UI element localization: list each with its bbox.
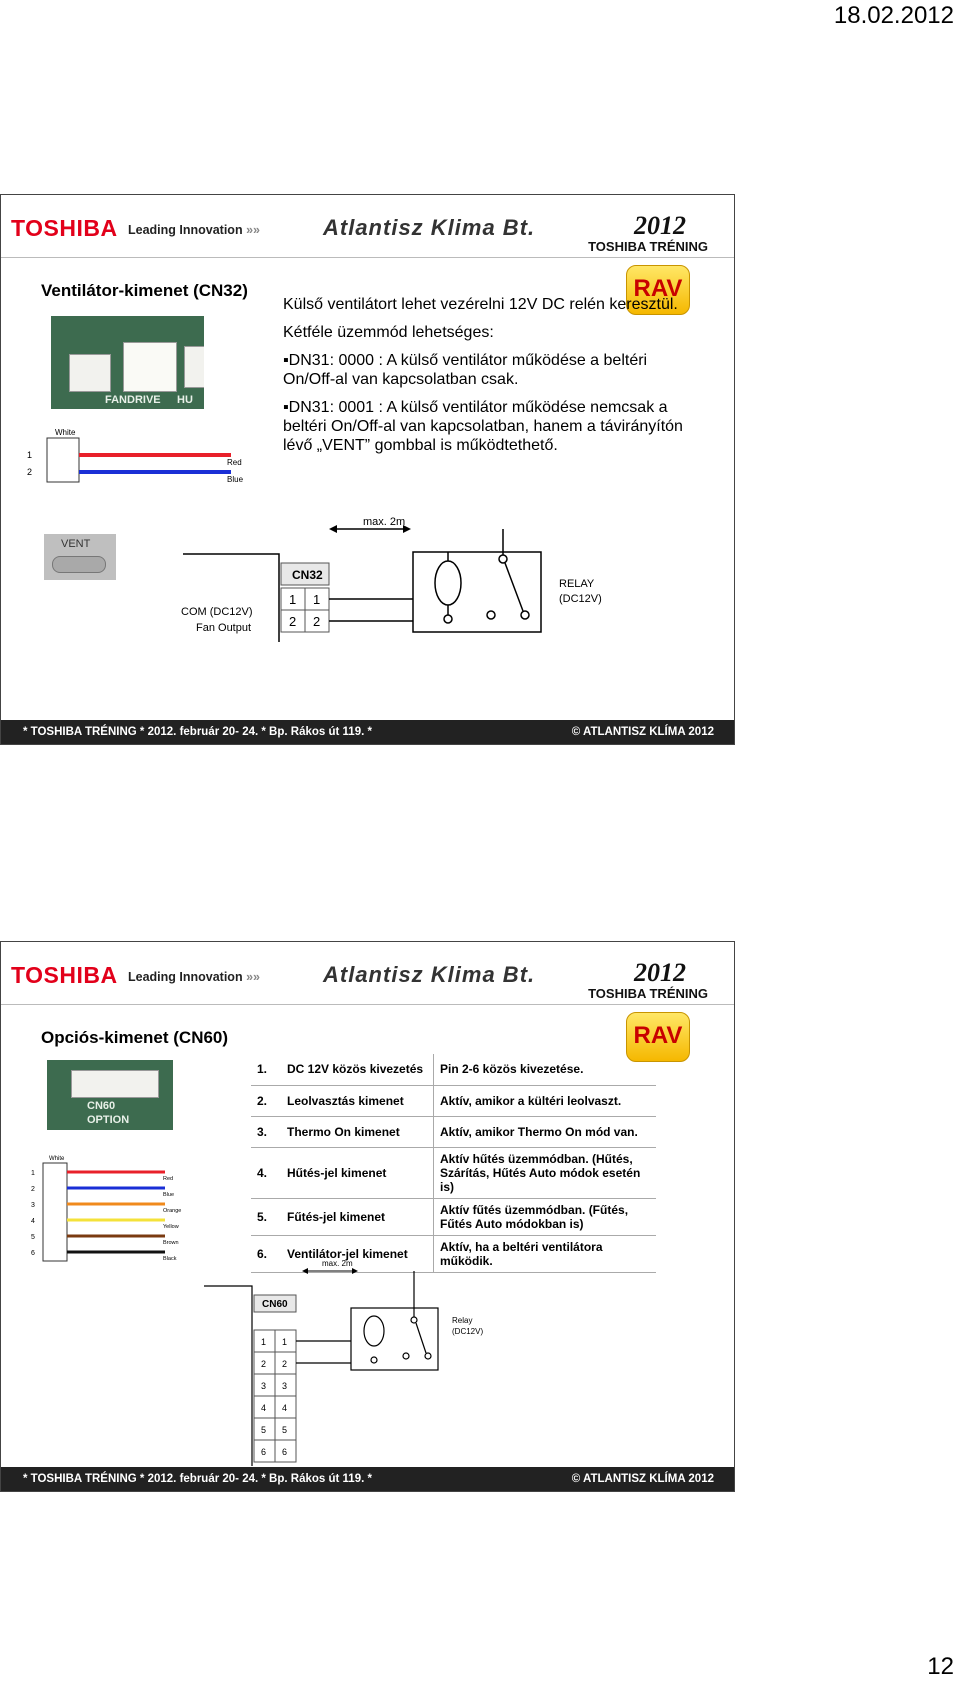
table-cell-name: Leolvasztás kimenet (281, 1085, 434, 1116)
wire-group (79, 455, 244, 484)
page-date: 18.02.2012 (833, 2, 954, 29)
pcb-photo (51, 316, 204, 409)
table-cell-num: 3. (251, 1116, 281, 1147)
connector-name: CN32 (292, 568, 323, 582)
page-number: 12 (927, 1653, 954, 1680)
com-label: COM (DC12V) (181, 606, 253, 618)
pin-cell-group (254, 1330, 296, 1462)
slide-option-output (0, 941, 735, 1492)
table-cell-name: Fűtés-jel kimenet (281, 1198, 434, 1235)
wire-color-label: Yellow (163, 1224, 179, 1230)
body-paragraph: ▪DN31: 0001 : A külső ventilátor működése nemcsak a beltéri On/Off-al van kapcsolatban, hanem a távirányítón lévő „VENT” gombbal is működtethető. (283, 399, 683, 454)
relay-coil-icon (364, 1316, 384, 1346)
vent-button-photo (44, 534, 116, 580)
body-paragraph: Kétféle üzemmód lehetséges: (283, 324, 494, 341)
pin-number: 2 (31, 1186, 35, 1193)
chevrons-icon: »» (246, 970, 260, 984)
footer-right: © ATLANTISZ KLÍMA 2012 (571, 1473, 714, 1485)
table-cell-desc: Aktív, amikor Thermo On mód van. (434, 1116, 657, 1147)
body-paragraph: ▪DN31: 0000 : A külső ventilátor működése a beltéri On/Off-al van kapcsolatban csak. (283, 352, 648, 388)
pin-number: 1 (261, 1337, 267, 1347)
pin-number-group (31, 1170, 35, 1257)
pin-number: 1 (313, 592, 321, 607)
chevrons-icon: »» (246, 223, 260, 237)
footer-right: © ATLANTISZ KLÍMA 2012 (571, 726, 714, 738)
relay-label: Relay (452, 1316, 473, 1325)
header-training: TOSHIBA TRÉNING (588, 986, 708, 1001)
wire-color-label: Blue (227, 475, 244, 484)
table-cell-num: 5. (251, 1198, 281, 1235)
footer-left: * TOSHIBA TRÉNING * 2012. február 20- 24. * Bp. Rákos út 119. * (23, 726, 372, 738)
switch-terminal-icon (425, 1353, 431, 1359)
pin-number: 4 (31, 1218, 35, 1225)
pin-number: 2 (313, 614, 321, 629)
header-divider (1, 257, 734, 258)
switch-terminal-icon (411, 1317, 417, 1323)
relay-coil-icon (435, 561, 461, 605)
relay-label: RELAY (559, 578, 595, 590)
table-cell-desc: Aktív fűtés üzemmódban. (Fűtés, Fűtés Auto módokban is) (434, 1198, 657, 1235)
option-output-table (251, 1054, 656, 1273)
cn32-relay-diagram (161, 517, 661, 677)
toshiba-logo: TOSHIBA (11, 215, 118, 241)
pin-number: 2 (289, 614, 297, 629)
table-cell-name: Thermo On kimenet (281, 1116, 434, 1147)
switch-terminal-icon (487, 611, 495, 619)
wiring-illustration (21, 423, 261, 485)
wire-color-label: Black (163, 1256, 177, 1262)
slide-title: Opciós-kimenet (CN60) (41, 1028, 229, 1047)
rav-badge: RAV (626, 1012, 690, 1062)
pcb-label: OPTION (87, 1114, 130, 1126)
pin-number: 5 (261, 1425, 267, 1435)
table-row (251, 1116, 656, 1147)
max-length-label: max. 2m (322, 1259, 353, 1268)
header-divider (1, 1004, 734, 1005)
pcb-photo (47, 1060, 173, 1130)
rav-badge: RAV (626, 265, 690, 315)
terminal-icon (371, 1357, 377, 1363)
arrow-head-left (302, 1268, 308, 1274)
wire-color-label: Blue (163, 1192, 175, 1198)
slide-header (1, 942, 734, 1006)
table-cell-desc: Aktív, amikor a kültéri leolvaszt. (434, 1085, 657, 1116)
atlantisz-logo: Atlantisz Klima Bt. (323, 962, 536, 987)
pin-number: 3 (261, 1381, 267, 1391)
com-wire (204, 1286, 252, 1466)
header-year: 2012 (634, 211, 686, 240)
pin-number: 4 (261, 1403, 267, 1413)
header-training: TOSHIBA TRÉNING (588, 239, 708, 254)
pin-number: 2 (27, 467, 33, 477)
pcb-connector (123, 342, 177, 392)
relay-sub-label: (DC12V) (559, 593, 602, 605)
arrow-head-left (329, 525, 337, 533)
table-row (251, 1054, 656, 1085)
slide-body-text (283, 295, 683, 464)
pin-number: 6 (261, 1447, 267, 1457)
wire-color-label: Brown (163, 1240, 179, 1246)
connector-housing (47, 438, 79, 482)
pcb-connector (184, 346, 204, 388)
connector-color-label: White (55, 428, 76, 437)
pin-number: 1 (31, 1170, 35, 1177)
pin-number: 2 (282, 1359, 288, 1369)
wire-color-label: Orange (163, 1208, 182, 1214)
pcb-label: FANDRIVE (105, 394, 161, 406)
pin-number: 5 (31, 1234, 35, 1241)
pin-number: 2 (261, 1359, 267, 1369)
header-year: 2012 (634, 958, 686, 987)
max-length-label: max. 2m (363, 517, 406, 528)
switch-terminal-icon (521, 611, 529, 619)
pin-number: 5 (282, 1425, 288, 1435)
pcb-connector (71, 1070, 159, 1098)
wire-group (67, 1172, 181, 1262)
fan-output-label: Fan Output (196, 622, 252, 634)
terminal-icon (444, 615, 452, 623)
pin-number: 6 (282, 1447, 288, 1457)
table-cell-name: Hűtés-jel kimenet (281, 1147, 434, 1198)
toshiba-logo: TOSHIBA (11, 962, 118, 988)
switch-terminal-icon (499, 555, 507, 563)
pin-number: 3 (282, 1381, 288, 1391)
wiring-illustration (21, 1152, 201, 1262)
slide-header (1, 195, 734, 259)
footer-left: * TOSHIBA TRÉNING * 2012. február 20- 24. * Bp. Rákos út 119. * (23, 1473, 372, 1485)
pin-number: 6 (31, 1250, 35, 1257)
table-cell-num: 2. (251, 1085, 281, 1116)
slide-footer (1, 720, 734, 744)
vent-label: VENT (61, 538, 91, 550)
pin-number: 4 (282, 1403, 288, 1413)
pin-number: 1 (282, 1337, 288, 1347)
connector-housing (43, 1163, 67, 1261)
pin-number: 1 (27, 450, 33, 460)
cn60-relay-diagram (196, 1257, 556, 1467)
table-cell-desc: Aktív, ha a beltéri ventilátora működik. (434, 1235, 657, 1272)
connector-name: CN60 (262, 1299, 288, 1310)
table-cell-desc: Pin 2-6 közös kivezetése. (434, 1054, 657, 1085)
relay-sub-label: (DC12V) (452, 1327, 484, 1336)
toshiba-tagline: Leading Innovation »» (128, 970, 260, 984)
slide-footer (1, 1467, 734, 1491)
slide-ventilator-output (0, 194, 735, 745)
vent-button-shape (52, 556, 106, 573)
pin-number: 3 (31, 1202, 35, 1209)
table-cell-num: 1. (251, 1054, 281, 1085)
pcb-label: HU (177, 394, 193, 406)
table-row (251, 1198, 656, 1235)
table-cell-name: DC 12V közös kivezetés (281, 1054, 434, 1085)
slide-title: Ventilátor-kimenet (CN32) (41, 281, 248, 300)
wire-color-label: Red (227, 458, 242, 467)
table-row (251, 1147, 656, 1198)
body-paragraph: Külső ventilátort lehet vezérelni 12V DC relén keresztül. (283, 296, 678, 313)
wire-color-label: Red (163, 1176, 174, 1182)
pcb-connector (69, 354, 111, 392)
connector-color-label: White (49, 1156, 65, 1162)
relay-box (413, 552, 541, 632)
relay-box (351, 1308, 438, 1370)
table-cell-name: Ventilátor-jel kimenet (281, 1235, 434, 1272)
switch-terminal-icon (403, 1353, 409, 1359)
arrow-head-right (352, 1268, 358, 1274)
table-cell-num: 6. (251, 1235, 281, 1272)
table-cell-desc: Aktív hűtés üzemmódban. (Hűtés, Szárítás, Hűtés Auto módok esetén is) (434, 1147, 657, 1198)
table-row (251, 1085, 656, 1116)
table-cell-num: 4. (251, 1147, 281, 1198)
atlantisz-logo: Atlantisz Klima Bt. (323, 215, 536, 240)
pin-number: 1 (289, 592, 297, 607)
pcb-label: CN60 (87, 1100, 116, 1112)
toshiba-tagline: Leading Innovation »» (128, 223, 260, 237)
